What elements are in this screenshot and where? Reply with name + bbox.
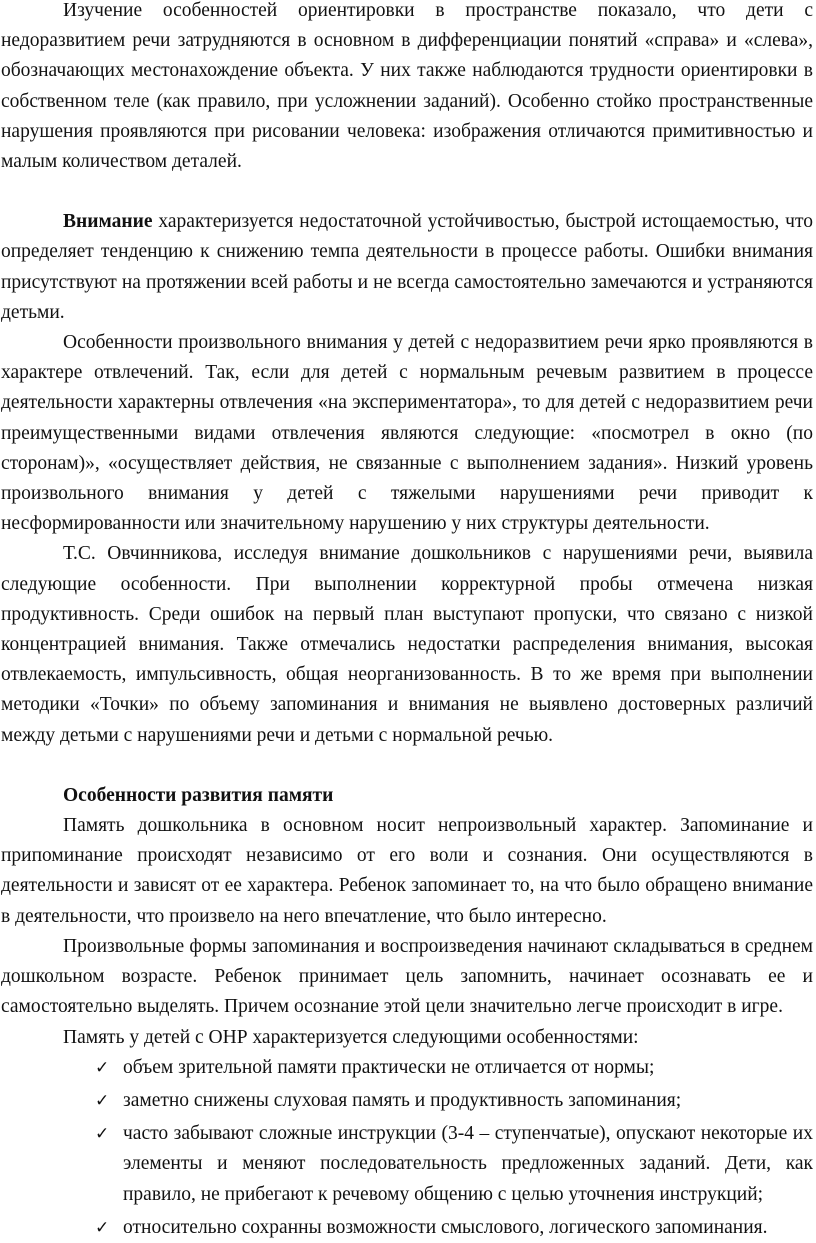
paragraph-spatial-orientation: Изучение особенностей ориентировки в пространстве показало, что дети с недоразвитием речи затрудняются в основном в дифференциации понятий «справа» и «слева», обозначающих местонахождение объекта. У них также наблюдаются трудности ориентировки в собственном теле (как правило, при усложнении заданий). Особенно стойко пространственные нарушения проявляются при рисовании человека: изображения отличаются примитивностью и малым количеством деталей. [1,0,813,173]
spacer [1,177,813,207]
checkmark-icon: ✓ [95,1217,110,1238]
memory-features-list [1,1053,813,1243]
list-item [1,1213,813,1243]
paragraph-attention [1,207,813,328]
list-item-text: часто забывают сложные инструкции (3-4 – ступенчатые), опускают некоторые их элементы и меняют последовательность предложенных заданий. Дети, как правило, не прибегают к речевому общению с целью уточнения инструкций; [123,1123,813,1205]
list-item [1,1119,813,1210]
list-item [1,1053,813,1083]
paragraph-onr-memory-intro: Память у детей с ОНР характеризуется следующими особенностями: [63,1026,639,1048]
list-item-text: заметно снижены слуховая память и продуктивность запоминания; [123,1089,682,1111]
paragraph-attention-text: характеризуется недостаточной устойчивостью, быстрой истощаемостью, что определяет тенденцию к снижению темпа деятельности в процессе работы. Ошибки внимания присутствуют на протяжении всей работы и не всегда самостоятельно замечаются и устраняются детьми. [1,211,813,323]
paragraph-voluntary-memory: Произвольные формы запоминания и воспроизведения начинают складываться в среднем дошкольном возрасте. Ребенок принимает цель запомнить, начинает осознавать ее и самостоятельно выделять. Причем осознание этой цели значительно легче происходит в игре. [1,935,813,1018]
section-heading-memory: Особенности развития памяти [63,784,334,806]
checkmark-icon: ✓ [95,1124,110,1145]
list-item-text: объем зрительной памяти практически не отличается от нормы; [123,1056,655,1078]
checkmark-icon: ✓ [95,1057,110,1078]
spacer [1,751,813,781]
paragraph-ovchinnikova: Т.С. Овчинникова, исследуя внимание дошкольников с нарушениями речи, выявила следующие особенности. При выполнении корректурной пробы отмечена низкая продуктивность. Среди ошибок на первый план выступают пропуски, что связано с низкой концентрацией внимания. Также отмечались недостатки распределения внимания, высокая отвлекаемость, импульсивность, общая неорганизованность. В то же время при выполнении методики «Точки» по объему запоминания и внимания не выявлено достоверных различий между детьми с нарушениями речи и детьми с нормальной речью. [1,543,813,746]
paragraph-voluntary-attention: Особенности произвольного внимания у детей с недоразвитием речи ярко проявляются в характере отвлечений. Так, если для детей с нормальным речевым развитием в процессе деятельности характерны отвлечения «на экспериментатора», то для детей с недоразвитием речи преимущественными видами отвлечения являются следующие: «посмотрел в окно (по сторонам)», «осуществляет действия, не связанные с выполнением задания». Низкий уровень произвольного внимания у детей с тяжелыми нарушениями речи приводит к несформированности или значительному нарушению у них структуры деятельности. [1,332,813,535]
list-item [1,1086,813,1116]
term-attention: Внимание [63,211,153,233]
checkmark-icon: ✓ [95,1090,110,1111]
paragraph-preschool-memory: Память дошкольника в основном носит непроизвольный характер. Запоминание и припоминание происходят независимо от его воли и сознания. Они осуществляются в деятельности и зависят от ее характера. Ребенок запоминает то, на что было обращено внимание в деятельности, что произвело на него впечатление, что было интересно. [1,815,813,927]
list-item-text: относительно сохранны возможности смыслового, логического запоминания. [123,1216,768,1238]
